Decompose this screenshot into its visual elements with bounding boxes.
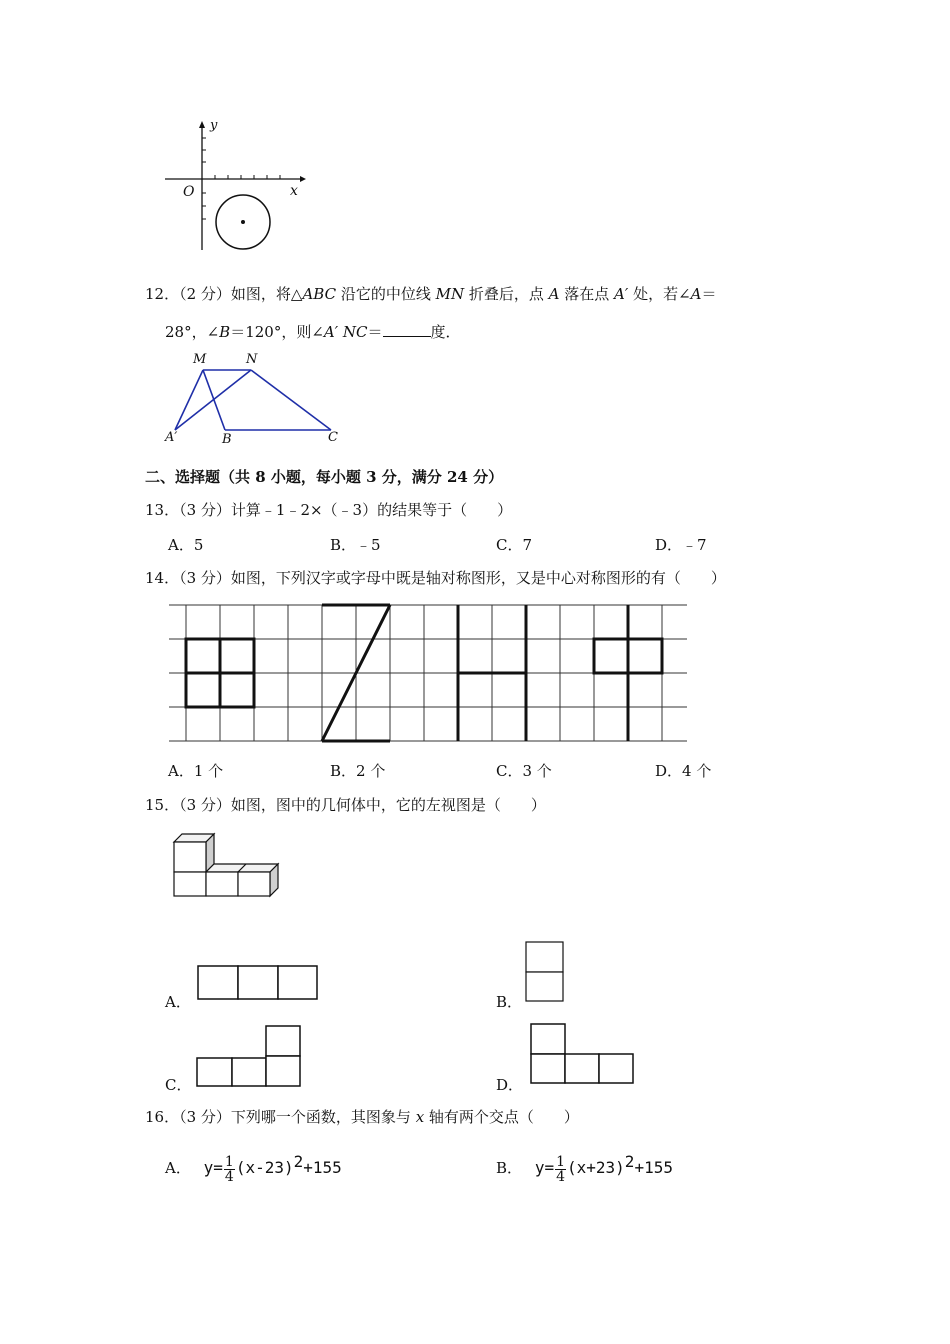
q13-option-b[interactable]: B．﹣5 xyxy=(330,536,381,554)
q14-option-a[interactable]: A．1 个 xyxy=(168,762,224,780)
label-n: N xyxy=(246,352,258,367)
question-16: 16．（3 分）下列哪一个函数，其图象与 x 轴有两个交点（ ） xyxy=(145,1108,579,1126)
question-13: 13．（3 分）计算﹣1﹣2×（﹣3）的结果等于（ ） xyxy=(145,501,513,519)
answer-blank[interactable] xyxy=(383,322,431,337)
q15-view-d xyxy=(529,1023,636,1085)
q14-option-b[interactable]: B．2 个 xyxy=(330,762,386,780)
y-axis-label: y xyxy=(210,118,218,133)
q14-option-c[interactable]: C．3 个 xyxy=(496,762,552,780)
label-c: C xyxy=(328,430,338,445)
character-grid-figure xyxy=(167,603,689,745)
q13-option-c[interactable]: C．7 xyxy=(496,536,533,554)
origin-label: O xyxy=(183,184,195,200)
q16-option-b[interactable]: B． y= $\frac{1}{4}$ $(x+23)^2+155$ xyxy=(496,1152,673,1185)
section-2-title: 二、选择题（共 8 小题，每小题 3 分，满分 24 分） xyxy=(145,468,504,486)
q15-view-a xyxy=(197,965,319,1001)
q15-view-b xyxy=(525,941,565,1003)
q13-option-d[interactable]: D．﹣7 xyxy=(655,536,707,554)
q15-view-c xyxy=(196,1025,302,1088)
label-m: M xyxy=(193,352,207,367)
q14-option-d[interactable]: D．4 个 xyxy=(655,762,712,780)
question-12-line-2: 28°，∠B＝120°，则∠A′ NC＝ 度． xyxy=(165,323,461,341)
q15-option-d[interactable]: D． xyxy=(496,1076,524,1094)
question-14: 14．（3 分）如图，下列汉字或字母中既是轴对称图形，又是中心对称图形的有（ ） xyxy=(145,569,726,587)
label-b: B xyxy=(222,432,232,447)
q15-option-b[interactable]: B． xyxy=(496,993,523,1011)
q15-option-a[interactable]: A． xyxy=(165,993,191,1011)
q15-option-c[interactable]: C． xyxy=(165,1076,192,1094)
x-axis-label: x xyxy=(290,183,298,199)
solid-cubes-figure xyxy=(172,830,284,900)
q13-option-a[interactable]: A．5 xyxy=(168,536,204,554)
question-15: 15．（3 分）如图，图中的几何体中，它的左视图是（ ） xyxy=(145,796,546,814)
q16-option-a[interactable]: A． y= $\frac{1}{4}$ $(x-23)^2+155$ xyxy=(165,1152,342,1185)
label-a-prime: A′ xyxy=(165,430,178,445)
question-12-line-1: 12．（2 分）如图，将△ABC 沿它的中位线 MN 折叠后，点 A 落在点 A′ 处，若∠A＝ xyxy=(145,285,717,303)
